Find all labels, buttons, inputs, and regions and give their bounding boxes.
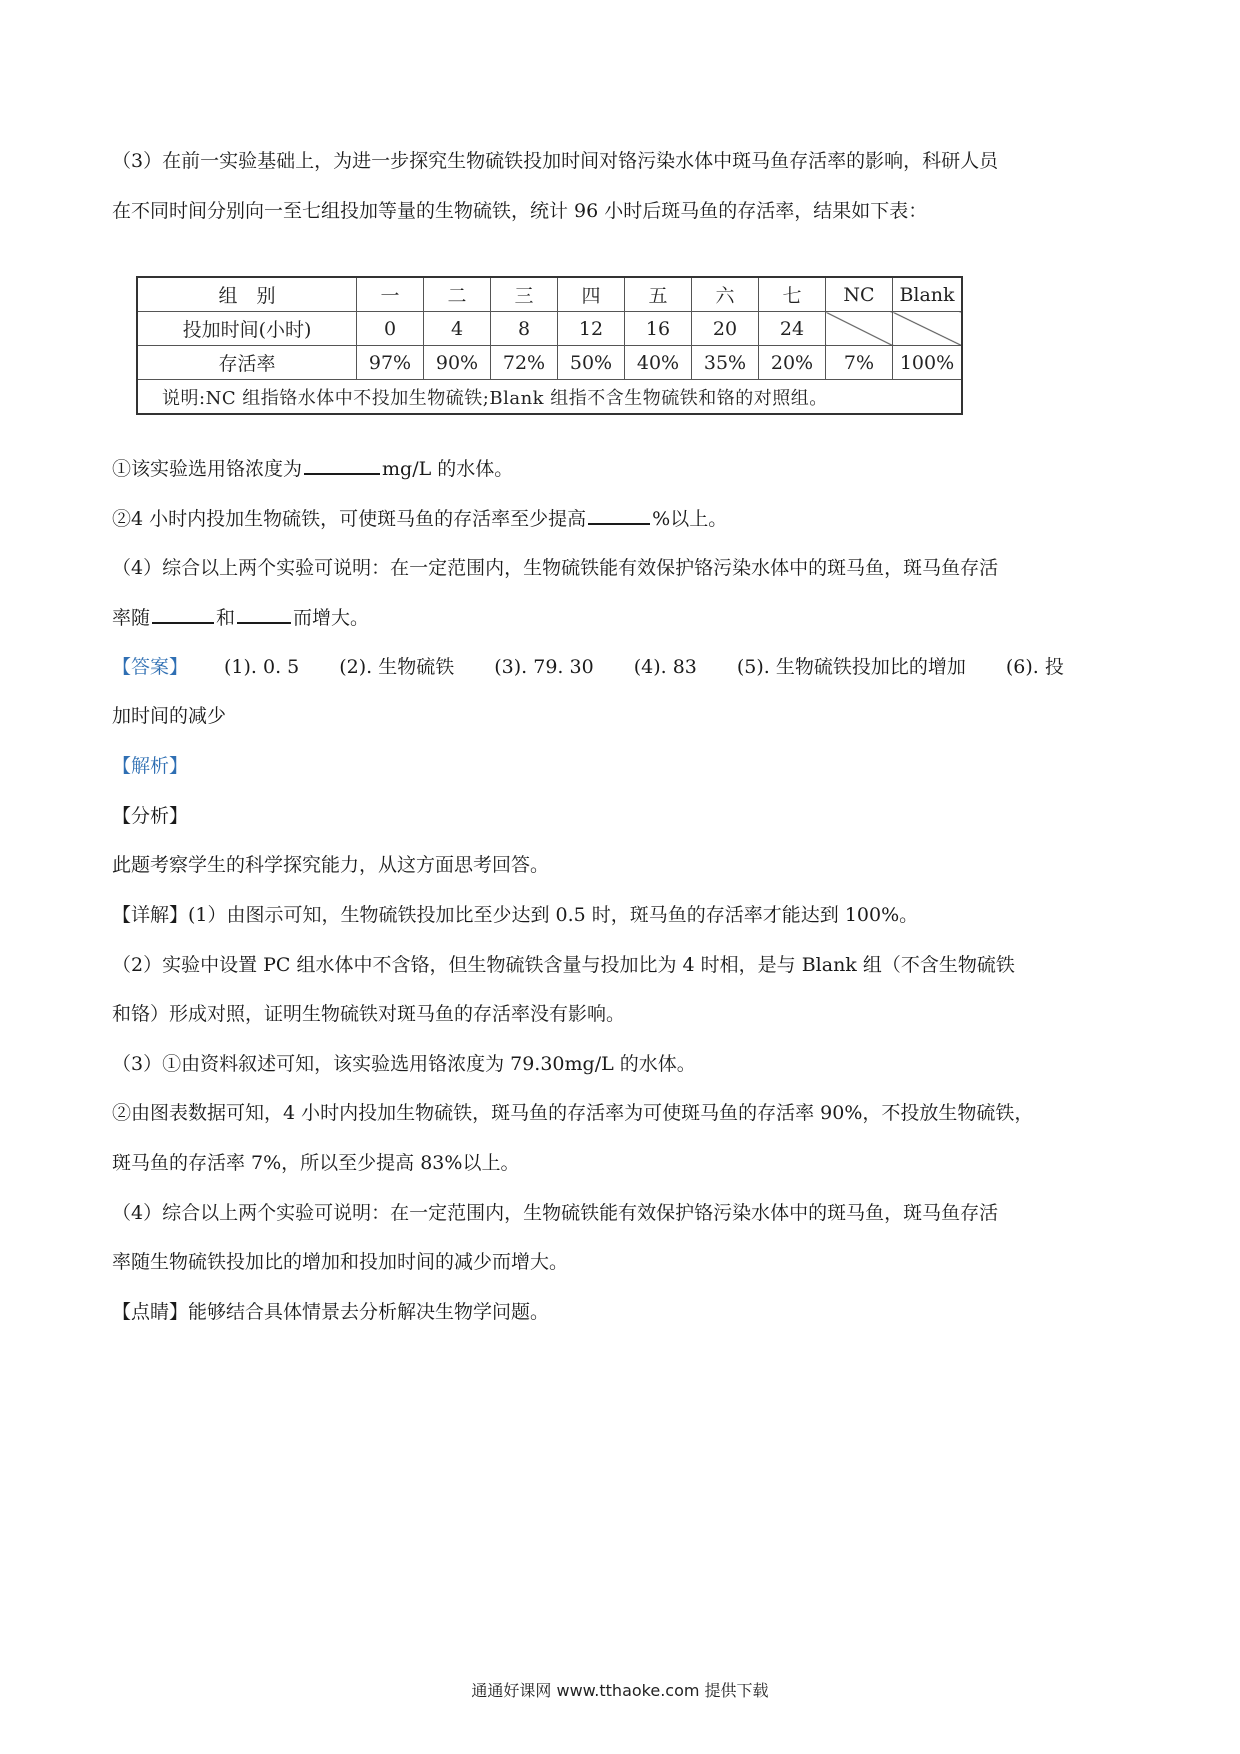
table-row-groups [137,277,962,312]
answer-line [112,654,1132,680]
table-cell: 97% [357,346,424,380]
table-cell: 100% [893,346,963,380]
table-cell: 90% [424,346,491,380]
table-rate-label: 存活率 [137,346,357,380]
detail-1: 【详解】(1）由图示可知，生物硫铁投加比至少达到 0.5 时，斑马鱼的存活率才能达到 100%。 [112,904,919,926]
table-cell: 四 [558,277,625,312]
fenxi-text: 此题考察学生的科学探究能力，从这方面思考回答。 [112,854,550,876]
answer-item: (2). 生物硫铁 [339,656,455,678]
table-cell: 35% [692,346,759,380]
table-cell: 40% [625,346,692,380]
answer-blank [304,455,380,475]
table-cell: 8 [491,312,558,346]
table-row-times [137,312,962,346]
table-cell: 一 [357,277,424,312]
table-cell: 50% [558,346,625,380]
table-cell: 20 [692,312,759,346]
analysis-label: 【解析】 [112,755,189,777]
table-cell: 72% [491,346,558,380]
table-cell: 4 [424,312,491,346]
table-cell: 二 [424,277,491,312]
detail-3: （3）①由资料叙述可知，该实验选用铬浓度为 79.30mg/L 的水体。 [112,1053,696,1075]
answer-item: (3). 79. 30 [494,656,594,678]
table-diagonal-cell [893,312,963,346]
answer-item: (4). 83 [633,656,697,678]
table-cell: 12 [558,312,625,346]
sub1-after: mg/L 的水体。 [382,458,514,480]
q4-mid: 和 [216,607,236,629]
table-row-note [137,380,962,415]
answer-item: (5). 生物硫铁投加比的增加 [736,656,966,678]
table-cell: 16 [625,312,692,346]
table-cell: Blank [893,277,963,312]
dianjing: 【点睛】能够结合具体情景去分析解决生物学问题。 [112,1301,550,1323]
detail-2b: 和铬）形成对照，证明生物硫铁对斑马鱼的存活率没有影响。 [112,1003,626,1025]
fenxi-label: 【分析】 [112,805,189,827]
detail-2a: （2）实验中设置 PC 组水体中不含铬，但生物硫铁含量与投加比为 4 时相，是与 Blank 组（不含生物硫铁 [112,954,1015,976]
q3-line-2: 在不同时间分别向一至七组投加等量的生物硫铁，统计 96 小时后斑马鱼的存活率，结果如下表： [112,200,928,222]
detail-5b: 率随生物硫铁投加比的增加和投加时间的减少而增大。 [112,1251,569,1273]
sub1-before: ①该实验选用铬浓度为 [112,458,303,480]
detail-4b: 斑马鱼的存活率 7%，所以至少提高 83%以上。 [112,1152,520,1174]
table-cell: 七 [759,277,826,312]
table-note: 说明:NC 组指铬水体中不投加生物硫铁;Blank 组指不含生物硫铁和铬的对照组。 [137,380,962,415]
answer-blank [237,604,291,624]
answer-item: (1). 0. 5 [224,656,300,678]
q4-line-2 [112,604,1132,631]
table-row-rates [137,346,962,380]
answer-blank [588,505,650,525]
sub2-before: ②4 小时内投加生物硫铁，可使斑马鱼的存活率至少提高 [112,508,587,530]
sub2-after: %以上。 [652,508,728,530]
detail-5a: （4）综合以上两个实验可说明：在一定范围内，生物硫铁能有效保护铬污染水体中的斑马鱼，斑马鱼存活 [112,1202,999,1224]
table-cell: 7% [826,346,893,380]
table-cell: 24 [759,312,826,346]
table-cell: 三 [491,277,558,312]
table-time-label: 投加时间(小时) [137,312,357,346]
footer-text: 通通好课网 www.tthaoke.com 提供下载 [471,1681,769,1700]
answer-continuation: 加时间的减少 [112,705,227,727]
table-cell: 0 [357,312,424,346]
q4-line-1: （4）综合以上两个实验可说明：在一定范围内，生物硫铁能有效保护铬污染水体中的斑马鱼，斑马鱼存活 [112,557,999,579]
table-cell: 五 [625,277,692,312]
table-diagonal-cell [826,312,893,346]
answer-blank [152,604,214,624]
q4-after: 而增大。 [293,607,370,629]
table-header-label: 组 别 [137,277,357,312]
answer-label: 【答案】 [112,656,189,678]
sub-question-2 [112,505,1132,532]
data-table [136,276,963,415]
sub-question-1 [112,455,1132,482]
answer-item: (6). 投 [1005,656,1064,678]
table-cell: 20% [759,346,826,380]
table-cell: 六 [692,277,759,312]
q4-before: 率随 [112,607,151,629]
detail-4a: ②由图表数据可知，4 小时内投加生物硫铁，斑马鱼的存活率为可使斑马鱼的存活率 90%，不投放生物硫铁， [112,1102,1034,1124]
table-cell: NC [826,277,893,312]
q3-line-1: （3）在前一实验基础上，为进一步探究生物硫铁投加时间对铬污染水体中斑马鱼存活率的影响，科研人员 [112,150,999,172]
